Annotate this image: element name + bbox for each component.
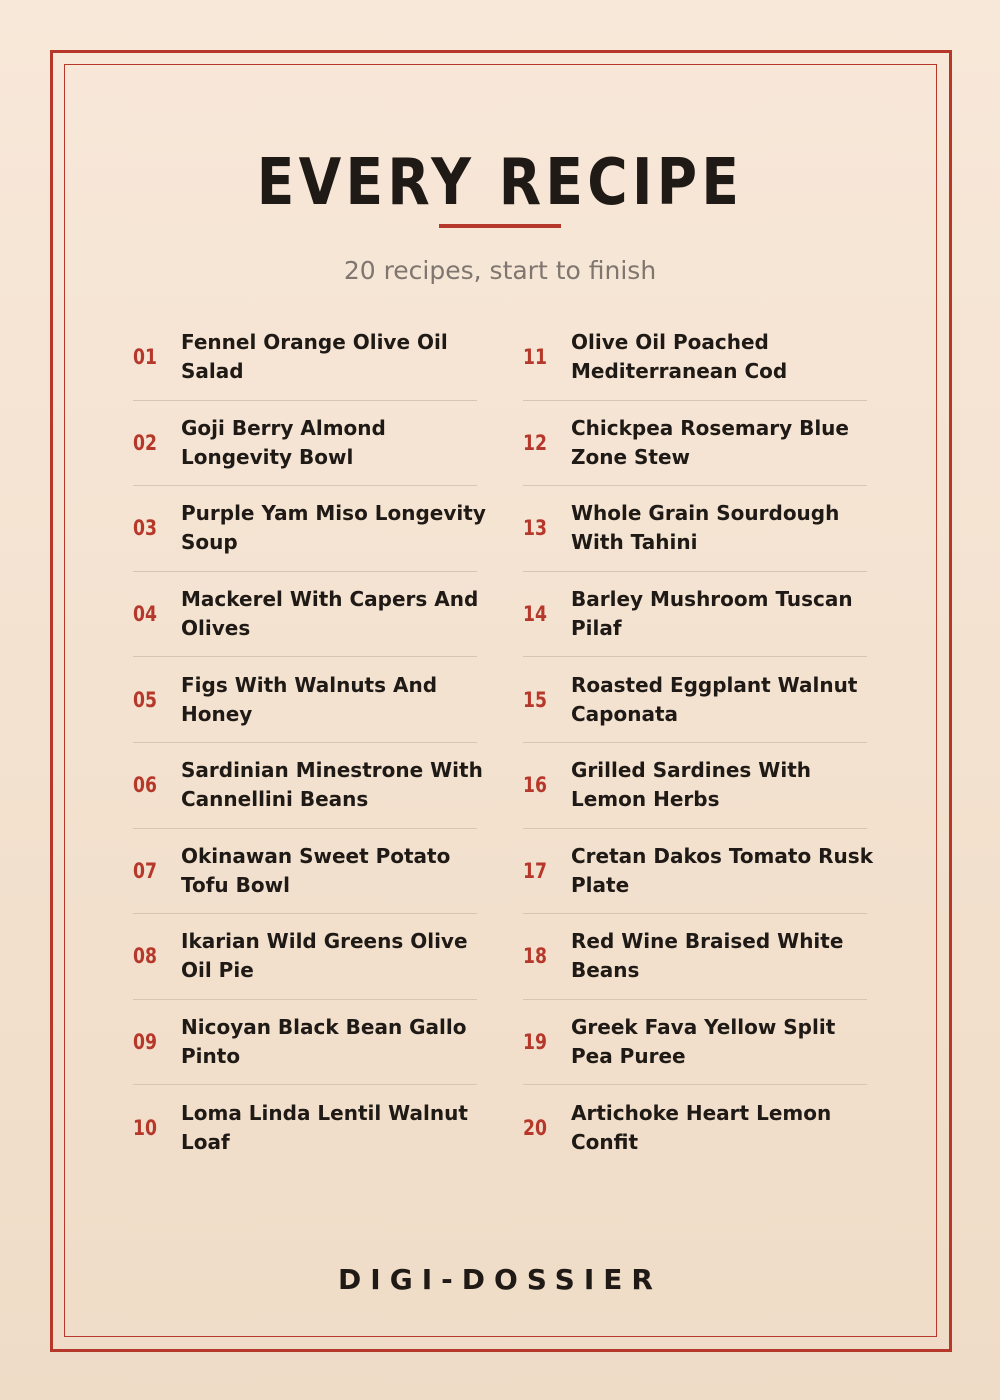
recipe-item [133, 656, 477, 742]
recipe-item [523, 314, 867, 400]
recipe-number: 16 [523, 773, 547, 798]
recipe-name: Cretan Dakos Tomato Rusk Plate [571, 843, 874, 897]
recipe-name: Artichoke Heart Lemon Confit [571, 1100, 832, 1154]
recipe-number: 20 [523, 1115, 547, 1140]
recipe-item [523, 999, 867, 1085]
recipe-name: Whole Grain Sourdough With Tahini [571, 501, 840, 555]
recipe-name: Loma Linda Lentil Walnut Loaf [181, 1100, 468, 1154]
recipe-number: 14 [523, 602, 547, 627]
recipe-list-left [133, 314, 486, 1170]
recipe-item [523, 913, 867, 999]
recipe-number: 05 [133, 687, 157, 712]
recipe-name: Chickpea Rosemary Blue Zone Stew [571, 415, 849, 469]
recipe-number: 03 [133, 516, 157, 541]
recipe-item [523, 571, 867, 657]
recipe-number: 07 [133, 858, 157, 883]
recipe-name: Roasted Eggplant Walnut Caponata [571, 672, 858, 726]
recipe-number: 17 [523, 858, 547, 883]
recipe-number: 04 [133, 602, 157, 627]
recipe-name: Ikarian Wild Greens Olive Oil Pie [181, 929, 468, 983]
title-underline [439, 224, 561, 228]
recipe-number: 11 [523, 344, 547, 369]
recipe-name: Greek Fava Yellow Split Pea Puree [571, 1015, 836, 1069]
recipe-number: 06 [133, 773, 157, 798]
recipe-name: Fennel Orange Olive Oil Salad [181, 329, 448, 383]
recipe-name: Grilled Sardines With Lemon Herbs [571, 758, 812, 812]
recipe-number: 12 [523, 430, 547, 455]
recipe-number: 09 [133, 1030, 157, 1055]
recipe-item [523, 1084, 867, 1170]
brand-footer: DIGI-DOSSIER [338, 1263, 662, 1296]
recipe-number: 13 [523, 516, 547, 541]
recipe-name: Olive Oil Poached Mediterranean Cod [571, 329, 788, 383]
recipe-name: Barley Mushroom Tuscan Pilaf [571, 587, 853, 641]
recipe-number: 01 [133, 344, 157, 369]
recipe-item [133, 485, 486, 571]
recipe-name: Mackerel With Capers And Olives [181, 587, 479, 641]
recipe-number: 08 [133, 944, 157, 969]
page-subtitle: 20 recipes, start to finish [343, 256, 657, 285]
recipe-item [523, 828, 874, 914]
recipe-name: Sardinian Minestrone With Cannellini Beans [181, 758, 483, 812]
page-title: EVERY RECIPE [256, 146, 744, 220]
recipe-number: 10 [133, 1115, 157, 1140]
recipe-item [523, 742, 867, 828]
recipe-item [523, 485, 867, 571]
recipe-item [133, 999, 477, 1085]
recipe-item [133, 400, 477, 486]
recipe-item [133, 571, 477, 657]
recipe-list-right [523, 314, 874, 1170]
recipe-item [133, 913, 477, 999]
recipe-item [133, 314, 477, 400]
recipe-item [523, 400, 867, 486]
recipe-number: 19 [523, 1030, 547, 1055]
recipe-number: 18 [523, 944, 547, 969]
recipe-name: Goji Berry Almond Longevity Bowl [181, 415, 386, 469]
recipe-name: Figs With Walnuts And Honey [181, 672, 438, 726]
recipe-item [133, 828, 477, 914]
recipe-number: 02 [133, 430, 157, 455]
recipe-name: Red Wine Braised White Beans [571, 929, 844, 983]
recipe-name: Nicoyan Black Bean Gallo Pinto [181, 1015, 467, 1069]
recipe-name: Purple Yam Miso Longevity Soup [181, 501, 486, 555]
recipe-name: Okinawan Sweet Potato Tofu Bowl [181, 843, 451, 897]
recipe-item [523, 656, 867, 742]
recipe-number: 15 [523, 687, 547, 712]
recipe-item [133, 1084, 477, 1170]
recipe-item [133, 742, 483, 828]
